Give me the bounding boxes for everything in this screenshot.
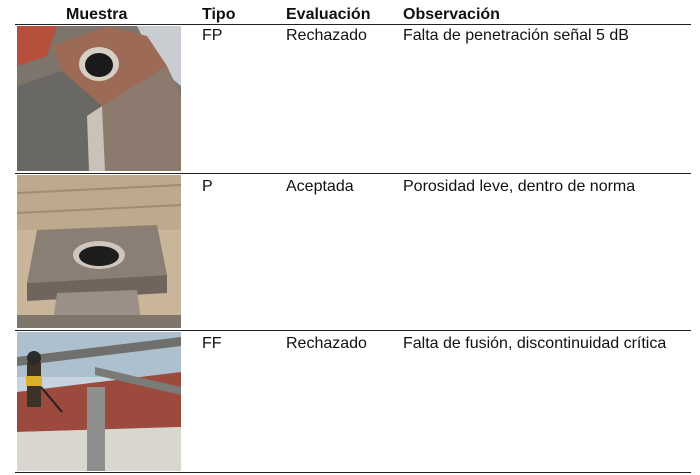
header-divider (15, 24, 691, 25)
row-2-evaluation: Aceptada (286, 178, 354, 195)
row-3-photo (17, 332, 181, 471)
row-2-photo (17, 175, 181, 328)
weld-joint-plate-image (17, 175, 181, 328)
row-1-evaluation: Rechazado (286, 27, 367, 44)
row-2-observation: Porosidad leve, dentro de norma (403, 178, 636, 195)
row-1-photo (17, 26, 181, 171)
row-1-type: FP (202, 27, 223, 44)
weld-joint-plates-image (17, 26, 181, 171)
header-type: Tipo (202, 6, 236, 23)
row-3-type: FF (202, 335, 222, 352)
row-1-observation: Falta de penetración señal 5 dB (403, 27, 629, 44)
row-divider (15, 173, 691, 174)
header-sample: Muestra (66, 6, 128, 23)
header-observation: Observación (403, 6, 500, 23)
table-bottom-border (15, 472, 691, 473)
row-3-observation: Falta de fusión, discontinuidad crítica (403, 335, 667, 352)
header-evaluation: Evaluación (286, 6, 371, 23)
steel-frame-worker-image (17, 332, 181, 471)
row-2-type: P (202, 178, 213, 195)
row-3-evaluation: Rechazado (286, 335, 367, 352)
row-divider (15, 330, 691, 331)
